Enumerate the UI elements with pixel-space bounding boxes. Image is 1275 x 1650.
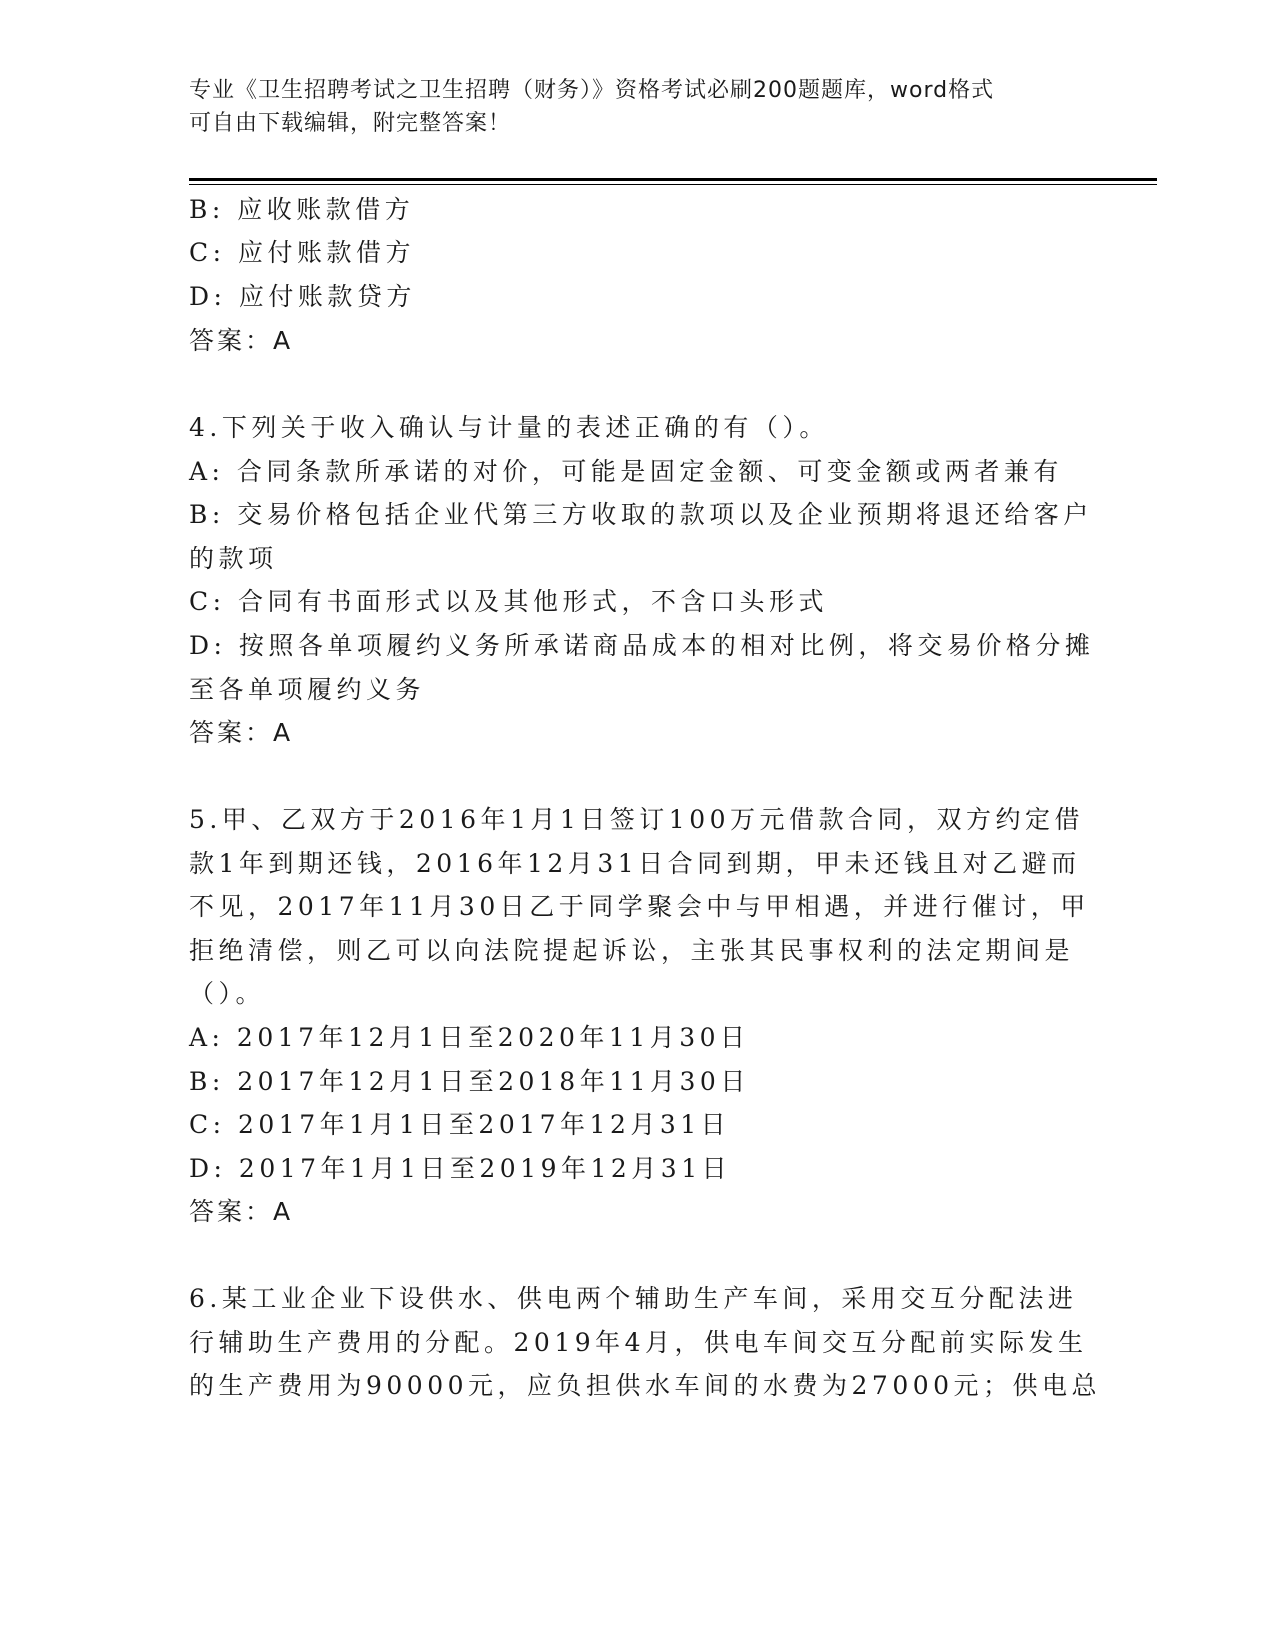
q6-stem-line-2: 行辅助生产费用的分配。2019年4月，供电车间交互分配前实际发生	[189, 1328, 1088, 1357]
q5-stem-line-3: 不见，2017年11月30日乙于同学聚会中与甲相遇，并进行催讨，甲	[189, 892, 1090, 921]
header-divider-thin	[189, 184, 1157, 185]
q4-answer: 答案：A	[189, 718, 294, 747]
q3-answer: 答案：A	[189, 326, 294, 355]
q4-option-d: D: 按照各单项履约义务所承诺商品成本的相对比例，将交易价格分摊	[189, 631, 1095, 660]
q4-option-d-cont: 至各单项履约义务	[189, 675, 426, 704]
q4-option-a: A: 合同条款所承诺的对价，可能是固定金额、可变金额或两者兼有	[189, 457, 1063, 486]
header-line-1: 专业《卫生招聘考试之卫生招聘（财务）》资格考试必刷200题题库，word格式	[189, 78, 995, 103]
q5-stem-line-2: 款1年到期还钱，2016年12月31日合同到期，甲未还钱且对乙避而	[189, 849, 1081, 878]
q5-option-a: A: 2017年12月1日至2020年11月30日	[189, 1023, 750, 1052]
q5-option-c: C: 2017年1月1日至2017年12月31日	[189, 1110, 731, 1139]
q3-option-c: C: 应付账款借方	[189, 238, 415, 267]
q3-option-d: D: 应付账款贷方	[189, 282, 416, 311]
q5-stem-line-1: 5.甲、乙双方于2016年1月1日签订100万元借款合同，双方约定借	[189, 805, 1085, 834]
q4-stem: 4.下列关于收入确认与计量的表述正确的有（）。	[189, 413, 829, 442]
q5-option-d: D: 2017年1月1日至2019年12月31日	[189, 1154, 732, 1183]
q6-stem-line-3: 的生产费用为90000元，应负担供水车间的水费为27000元；供电总	[189, 1371, 1102, 1400]
header-divider-thick	[189, 178, 1157, 181]
q6-stem-line-1: 6.某工业企业下设供水、供电两个辅助生产车间，采用交互分配法进	[189, 1284, 1078, 1313]
q3-option-b: B: 应收账款借方	[189, 195, 415, 224]
document-header	[189, 74, 1069, 140]
q5-stem-line-5: （）。	[189, 979, 266, 1008]
header-line-2: 可自由下载编辑，附完整答案！	[189, 111, 512, 136]
q5-answer: 答案：A	[189, 1197, 294, 1226]
q5-option-b: B: 2017年12月1日至2018年11月30日	[189, 1067, 750, 1096]
q4-option-b-cont: 的款项	[189, 544, 278, 573]
q4-option-b: B: 交易价格包括企业代第三方收取的款项以及企业预期将退还给客户	[189, 500, 1093, 529]
q5-stem-line-4: 拒绝清偿，则乙可以向法院提起诉讼，主张其民事权利的法定期间是	[189, 936, 1075, 965]
q4-option-c: C: 合同有书面形式以及其他形式，不含口头形式	[189, 587, 828, 616]
